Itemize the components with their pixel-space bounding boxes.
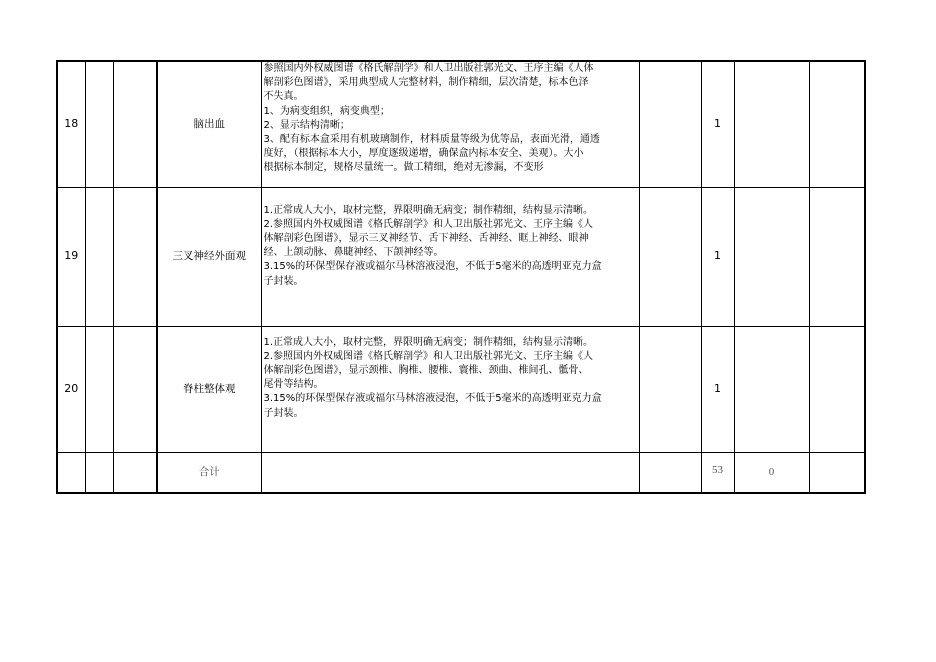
empty-cell[interactable] <box>809 326 865 452</box>
total-label-cell[interactable]: 合计 <box>157 452 261 493</box>
total-row <box>57 452 865 493</box>
description-line: 1.正常成人大小，取材完整，界限明确无病变；制作精细，结构显示清晰。 <box>263 204 594 216</box>
description-line: 1.正常成人大小，取材完整，界限明确无病变；制作精细，结构显示清晰。 <box>263 336 594 348</box>
empty-cell[interactable] <box>113 187 157 326</box>
description-line: 子封装。 <box>263 275 304 287</box>
total-amount-cell[interactable]: 0 <box>734 452 809 493</box>
total-quantity-cell[interactable]: 53 <box>701 452 734 493</box>
empty-cell[interactable] <box>57 452 85 493</box>
empty-cell[interactable] <box>639 187 701 326</box>
empty-cell[interactable] <box>734 187 809 326</box>
empty-cell[interactable] <box>85 187 113 326</box>
description-line: 1、为病变组织，病变典型； <box>263 105 390 117</box>
item-name-cell[interactable]: 三叉神经外面观 <box>157 187 261 326</box>
row-index-cell[interactable]: 20 <box>57 326 85 452</box>
quantity-cell[interactable]: 1 <box>701 187 734 326</box>
item-description-cell[interactable] <box>261 187 639 326</box>
empty-cell[interactable] <box>809 61 865 187</box>
description-line: 参照国内外权威图谱《格氏解剖学》和人卫出版社郭光文、王序主编《人体 <box>263 63 594 74</box>
description-line: 2.参照国内外权威图谱《格氏解剖学》和人卫出版社郭光文、王序主编《人 <box>263 218 594 230</box>
description-line: 不失真。 <box>263 91 304 103</box>
table-row <box>57 61 865 187</box>
item-description-cell[interactable] <box>261 326 639 452</box>
item-description-cell[interactable] <box>261 61 639 187</box>
empty-cell[interactable] <box>809 187 865 326</box>
description-line: 经、上颌动脉、鼻睫神经、下颌神经等。 <box>263 247 444 259</box>
spreadsheet-table <box>56 60 866 494</box>
description-line: 根据标本制定，规格尽量统一。做工精细，绝对无渗漏，不变形 <box>263 162 544 174</box>
row-index-cell[interactable]: 18 <box>57 61 85 187</box>
description-line: 体解剖彩色图谱》，显示颈椎、胸椎、腰椎、寰椎、颈曲、椎间孔、骶骨、 <box>263 364 589 376</box>
description-line: 3.15%的环保型保存液或福尔马林溶液浸泡，不低于5毫米的高透明亚克力盒 <box>263 261 602 273</box>
empty-cell[interactable] <box>734 326 809 452</box>
empty-cell[interactable] <box>113 326 157 452</box>
description-line: 2、显示结构清晰； <box>263 119 350 131</box>
description-line: 3.15%的环保型保存液或福尔马林溶液浸泡，不低于5毫米的高透明亚克力盒 <box>263 393 602 405</box>
table-row <box>57 326 865 452</box>
table-row <box>57 187 865 326</box>
empty-cell[interactable] <box>85 61 113 187</box>
description-line: 子封装。 <box>263 407 304 419</box>
description-line: 度好，（根据标本大小，厚度逐级递增，确保盒内标本安全、美观）。大小 <box>263 148 584 160</box>
item-name-cell[interactable]: 脊柱整体观 <box>157 326 261 452</box>
empty-cell[interactable] <box>734 61 809 187</box>
description-line: 2.参照国内外权威图谱《格氏解剖学》和人卫出版社郭光文、王序主编《人 <box>263 350 594 362</box>
quantity-cell[interactable]: 1 <box>701 326 734 452</box>
empty-cell[interactable] <box>639 326 701 452</box>
empty-cell[interactable] <box>639 61 701 187</box>
description-line: 尾骨等结构。 <box>263 379 324 391</box>
description-line: 体解剖彩色图谱》，显示三叉神经节、舌下神经、舌神经、眶上神经、眼神 <box>263 232 589 244</box>
row-index-cell[interactable]: 19 <box>57 187 85 326</box>
empty-cell[interactable] <box>639 452 701 493</box>
empty-cell[interactable] <box>113 61 157 187</box>
empty-cell[interactable] <box>809 452 865 493</box>
empty-cell[interactable] <box>85 326 113 452</box>
quantity-cell[interactable]: 1 <box>701 61 734 187</box>
empty-cell[interactable] <box>261 452 639 493</box>
description-line: 3、配有标本盒采用有机玻璃制作，材料质量等级为优等品，表面光滑，通透 <box>263 134 600 146</box>
empty-cell[interactable] <box>113 452 157 493</box>
empty-cell[interactable] <box>85 452 113 493</box>
item-name-cell[interactable]: 脑出血 <box>157 61 261 187</box>
description-line: 解剖彩色图谱》，采用典型成人完整材料，制作精细，层次清楚，标本色泽 <box>263 77 589 89</box>
